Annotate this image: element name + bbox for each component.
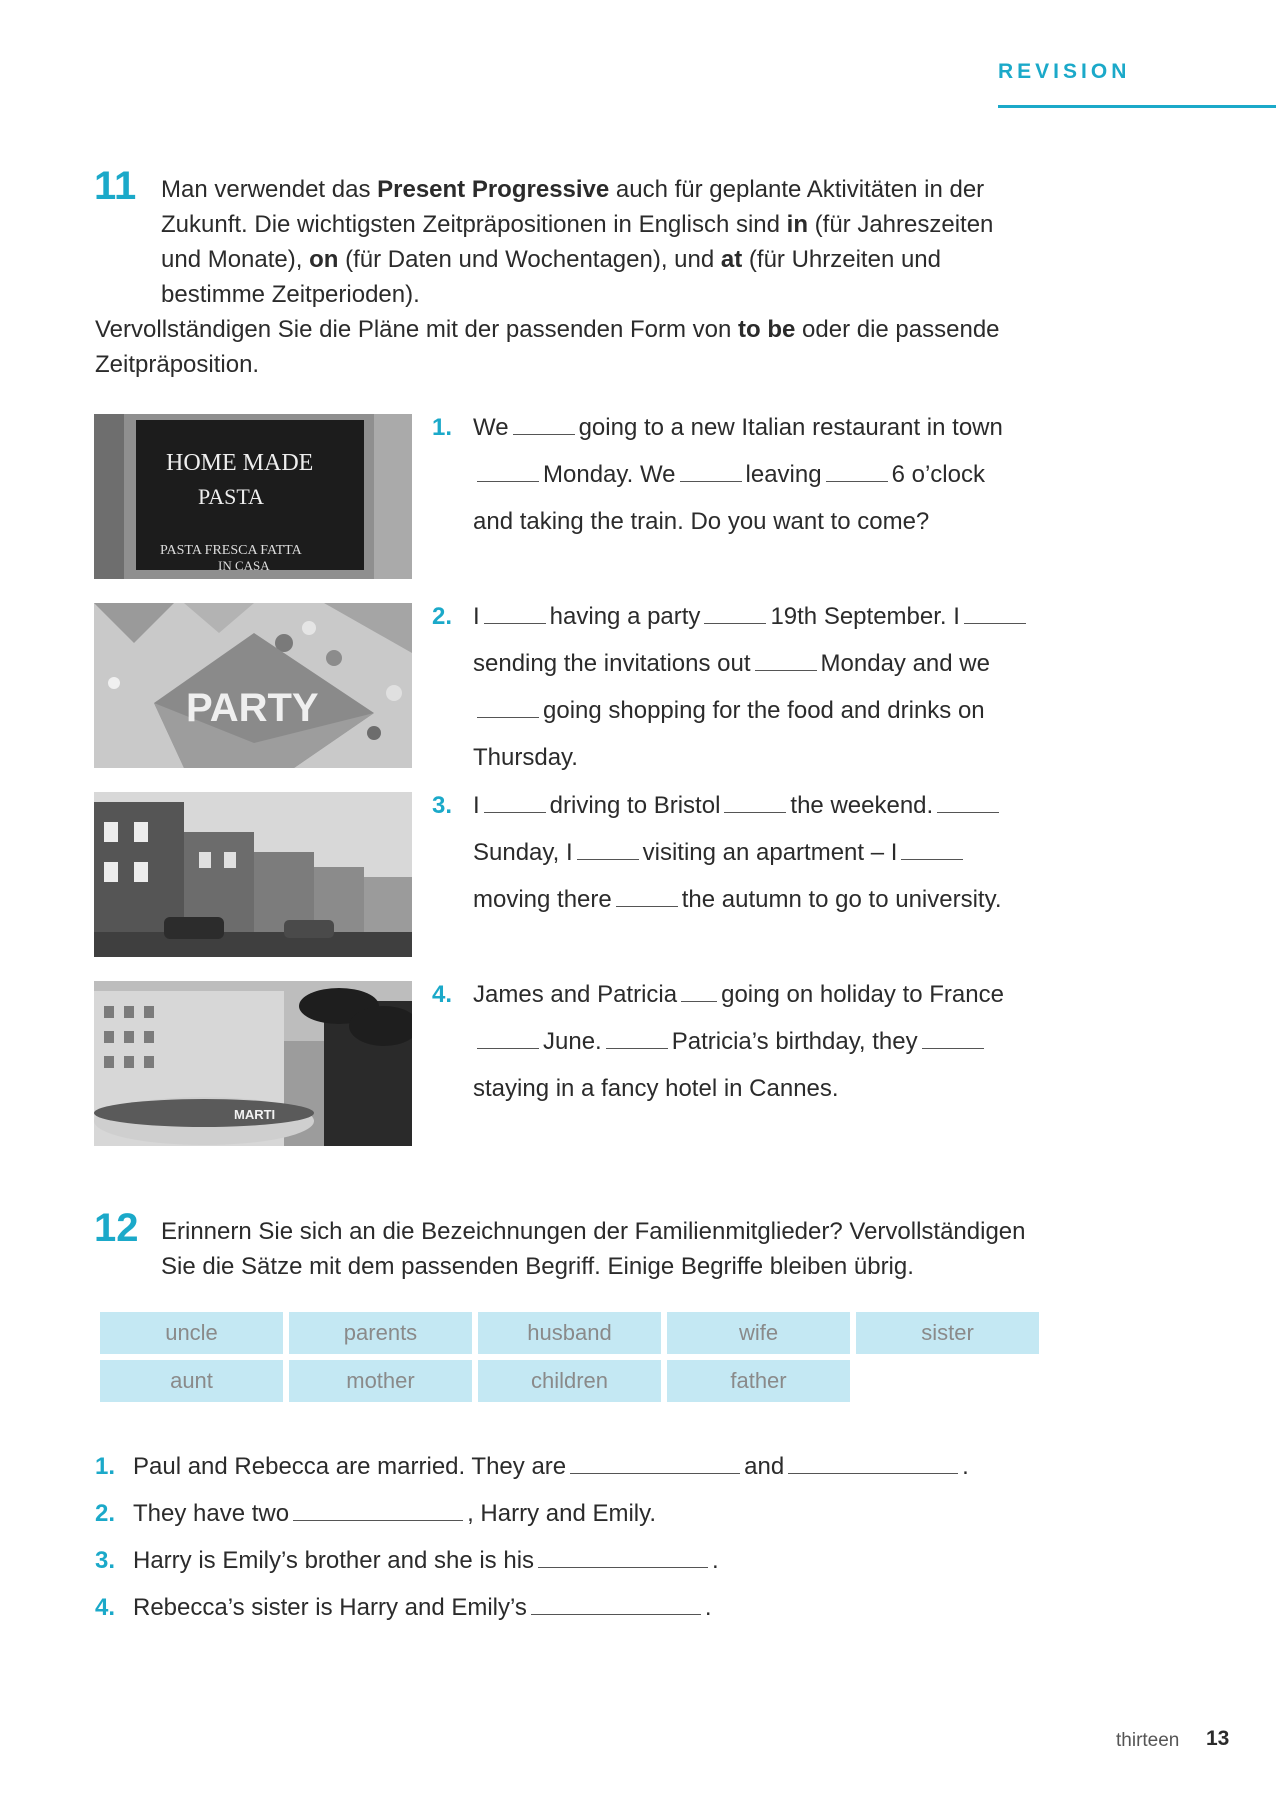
ex12-question-1: 1. Paul and Rebecca are married. They are and . (95, 1453, 969, 1480)
answer-blank[interactable] (477, 480, 539, 482)
answer-blank[interactable] (937, 811, 999, 813)
word-option[interactable]: wife (667, 1312, 850, 1354)
word-option[interactable]: aunt (100, 1360, 283, 1402)
word-option[interactable]: husband (478, 1312, 661, 1354)
photo-hotel-cannes (94, 981, 412, 1146)
answer-blank[interactable] (681, 1000, 717, 1002)
word-option[interactable]: uncle (100, 1312, 283, 1354)
answer-blank[interactable] (293, 1519, 463, 1521)
exercise-11-instruction: Vervollständigen Sie die Pläne mit der passenden Form von to be oder die passende Zeitpräposition. (95, 316, 1000, 378)
answer-blank[interactable] (513, 433, 575, 435)
answer-blank[interactable] (826, 480, 888, 482)
answer-blank[interactable] (484, 622, 546, 624)
answer-blank[interactable] (616, 905, 678, 907)
ex11-item-2: 2. I having a party 19th September. I sending the invitations out Monday and we going shopping for the food and drinks on Thursday. (432, 593, 1072, 781)
page-number-word: thirteen (1116, 1730, 1180, 1751)
word-option[interactable]: sister (856, 1312, 1039, 1354)
photo-houses (94, 792, 412, 957)
answer-blank[interactable] (755, 669, 817, 671)
ex12-question-3: 3. Harry is Emily’s brother and she is his . (95, 1547, 719, 1574)
exercise-12-intro: Erinnern Sie sich an die Bezeichnungen der Familienmitglieder? Vervollständigen Sie die Sätze mit dem passenden Begriff. Einige Begriffe bleiben übrig. (161, 1218, 1026, 1280)
answer-blank[interactable] (922, 1047, 984, 1049)
ex11-item-4: 4. James and Patricia going on holiday to France June. Patricia’s birthday, they staying in a fancy hotel in Cannes. (432, 981, 1004, 1102)
answer-blank[interactable] (477, 716, 539, 718)
chalk-line-4: IN CASA (218, 558, 270, 573)
ex12-question-4: 4. Rebecca’s sister is Harry and Emily’s . (95, 1594, 712, 1621)
answer-blank[interactable] (606, 1047, 668, 1049)
photo-homemade-pasta (94, 414, 412, 579)
chalk-line-3: PASTA FRESCA FATTA (160, 543, 302, 558)
answer-blank[interactable] (724, 811, 786, 813)
hotel-sign: MARTI (234, 1107, 276, 1122)
answer-blank[interactable] (538, 1566, 708, 1568)
answer-blank[interactable] (570, 1472, 740, 1474)
exercise-11-intro: Man verwendet das Present Progressive auch für geplante Aktivitäten in der Zukunft. Die wichtigsten Zeitpräpositionen in Englisch sind in (für Jahreszeiten und Monate), on (für Daten und Wochentagen), und at (für Uhrzeiten und bestimme Zeitperioden). Vervollständigen Sie die Pläne mit der passenden Form von to be oder die passende Zeitpräposition. (95, 172, 1035, 382)
word-option[interactable]: mother (289, 1360, 472, 1402)
chalk-line-2: PASTA (198, 484, 264, 509)
exercise-number-11: 11 (94, 164, 137, 208)
answer-blank[interactable] (477, 1047, 539, 1049)
word-option[interactable]: children (478, 1360, 661, 1402)
answer-blank[interactable] (788, 1472, 958, 1474)
answer-blank[interactable] (680, 480, 742, 482)
page-number: 13 (1206, 1727, 1230, 1750)
answer-blank[interactable] (704, 622, 766, 624)
answer-blank[interactable] (577, 858, 639, 860)
ex12-question-2: 2. They have two , Harry and Emily. (95, 1500, 657, 1527)
ex11-item-1: 1. We going to a new Italian restaurant in town Monday. We leaving 6 o’clock and taking the train. Do you want to come? (432, 414, 1003, 535)
answer-blank[interactable] (901, 858, 963, 860)
answer-blank[interactable] (531, 1613, 701, 1615)
answer-blank[interactable] (484, 811, 546, 813)
word-option[interactable]: father (667, 1360, 850, 1402)
ex11-item-3: 3. I driving to Bristol the weekend. Sunday, I visiting an apartment – I moving there the autumn to go to university. (432, 792, 1002, 913)
photo-party (94, 603, 412, 768)
answer-blank[interactable] (964, 622, 1026, 624)
exercise-number-12: 12 (94, 1206, 139, 1250)
party-text: PARTY (186, 686, 319, 730)
section-header: REVISION (998, 60, 1131, 83)
header-rule (998, 105, 1276, 108)
word-option[interactable]: parents (289, 1312, 472, 1354)
chalk-line-1: HOME MADE (166, 450, 314, 476)
